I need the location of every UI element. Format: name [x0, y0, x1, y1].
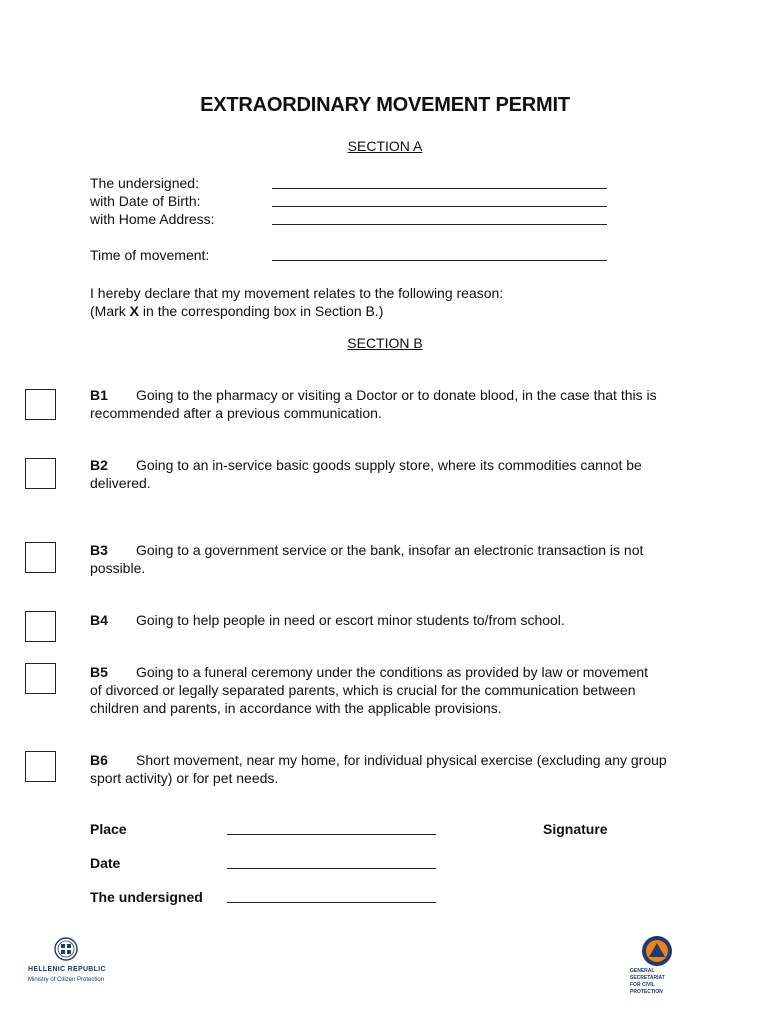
checkbox-b2[interactable] [25, 458, 56, 489]
date-label: Date [90, 855, 121, 871]
civil-protection-text: FOR CIVIL PROTECTION [630, 982, 663, 995]
reason-b6 [90, 751, 690, 787]
date-of-birth-input-line[interactable] [272, 206, 607, 207]
reason-code-b2: B2 [90, 457, 108, 473]
home-address-label: with Home Address: [90, 211, 215, 227]
section-a-heading: SECTION A [347, 138, 423, 154]
checkbox-b1[interactable] [25, 389, 56, 420]
reason-code-b5: B5 [90, 664, 108, 680]
reason-code-b4: B4 [90, 612, 108, 628]
undersigned-bottom-input-line[interactable] [227, 902, 436, 903]
declaration-line-2 [90, 302, 680, 320]
place-input-line[interactable] [227, 834, 436, 835]
undersigned-bottom-label: The undersigned [90, 889, 203, 905]
reason-code-b1: B1 [90, 387, 108, 403]
reason-text-b4: Going to help people in need or escort minor students to/from school. [136, 612, 565, 628]
declaration-suffix: in the corresponding box in Section B.) [139, 303, 384, 319]
hellenic-republic-emblem-icon [54, 937, 78, 961]
reason-text-b3: Going to a government service or the bank, insofar an electronic transaction is not possible. [90, 542, 644, 576]
time-of-movement-label: Time of movement: [90, 247, 210, 263]
reason-b3 [90, 541, 690, 577]
civil-protection-emblem-icon [641, 935, 673, 967]
ministry-text: Ministry of Citizen Protection [28, 977, 105, 983]
checkbox-b5[interactable] [25, 663, 56, 694]
place-label: Place [90, 821, 127, 837]
date-of-birth-label: with Date of Birth: [90, 193, 201, 209]
reason-text-b1: Going to the pharmacy or visiting a Doctor or to donate blood, in the case that this is recommended after a previous communication. [90, 387, 657, 421]
civil-protection-logo-text [630, 968, 686, 996]
checkbox-b6[interactable] [25, 751, 56, 782]
undersigned-input-line[interactable] [272, 188, 607, 189]
date-input-line[interactable] [227, 868, 436, 869]
checkbox-b4[interactable] [25, 611, 56, 642]
hellenic-republic-text: HELLENIC REPUBLIC [28, 966, 106, 973]
reason-text-b2: Going to an in-service basic goods supply store, where its commodities cannot be delivered. [90, 457, 642, 491]
reason-b2 [90, 456, 690, 492]
reason-b1 [90, 386, 690, 422]
reason-code-b6: B6 [90, 752, 108, 768]
reason-text-b5: Going to a funeral ceremony under the conditions as provided by law or movement of divorced or legally separated parents, which is crucial for the communication between children and parents, in accordance with the applicable provisions. [90, 664, 649, 716]
general-secretariat-text: GENERAL SECRETARIAT [630, 968, 665, 981]
declaration-text [90, 284, 680, 320]
declaration-line-1: I hereby declare that my movement relates to the following reason: [90, 285, 504, 301]
reason-code-b3: B3 [90, 542, 108, 558]
checkbox-b3[interactable] [25, 542, 56, 573]
reason-text-b6: Short movement, near my home, for individual physical exercise (excluding any group sport activity) or for pet needs. [90, 752, 667, 786]
hellenic-republic-logo-text [28, 965, 106, 985]
undersigned-label: The undersigned: [90, 175, 199, 191]
page-title: EXTRAORDINARY MOVEMENT PERMIT [200, 94, 570, 116]
signature-label: Signature [543, 821, 608, 837]
reason-b5 [90, 663, 650, 717]
time-of-movement-input-line[interactable] [272, 260, 607, 261]
section-b-heading: SECTION B [347, 335, 423, 351]
reason-b4 [90, 611, 690, 629]
declaration-prefix: (Mark [90, 303, 130, 319]
declaration-mark: X [129, 303, 140, 319]
home-address-input-line[interactable] [272, 224, 607, 225]
